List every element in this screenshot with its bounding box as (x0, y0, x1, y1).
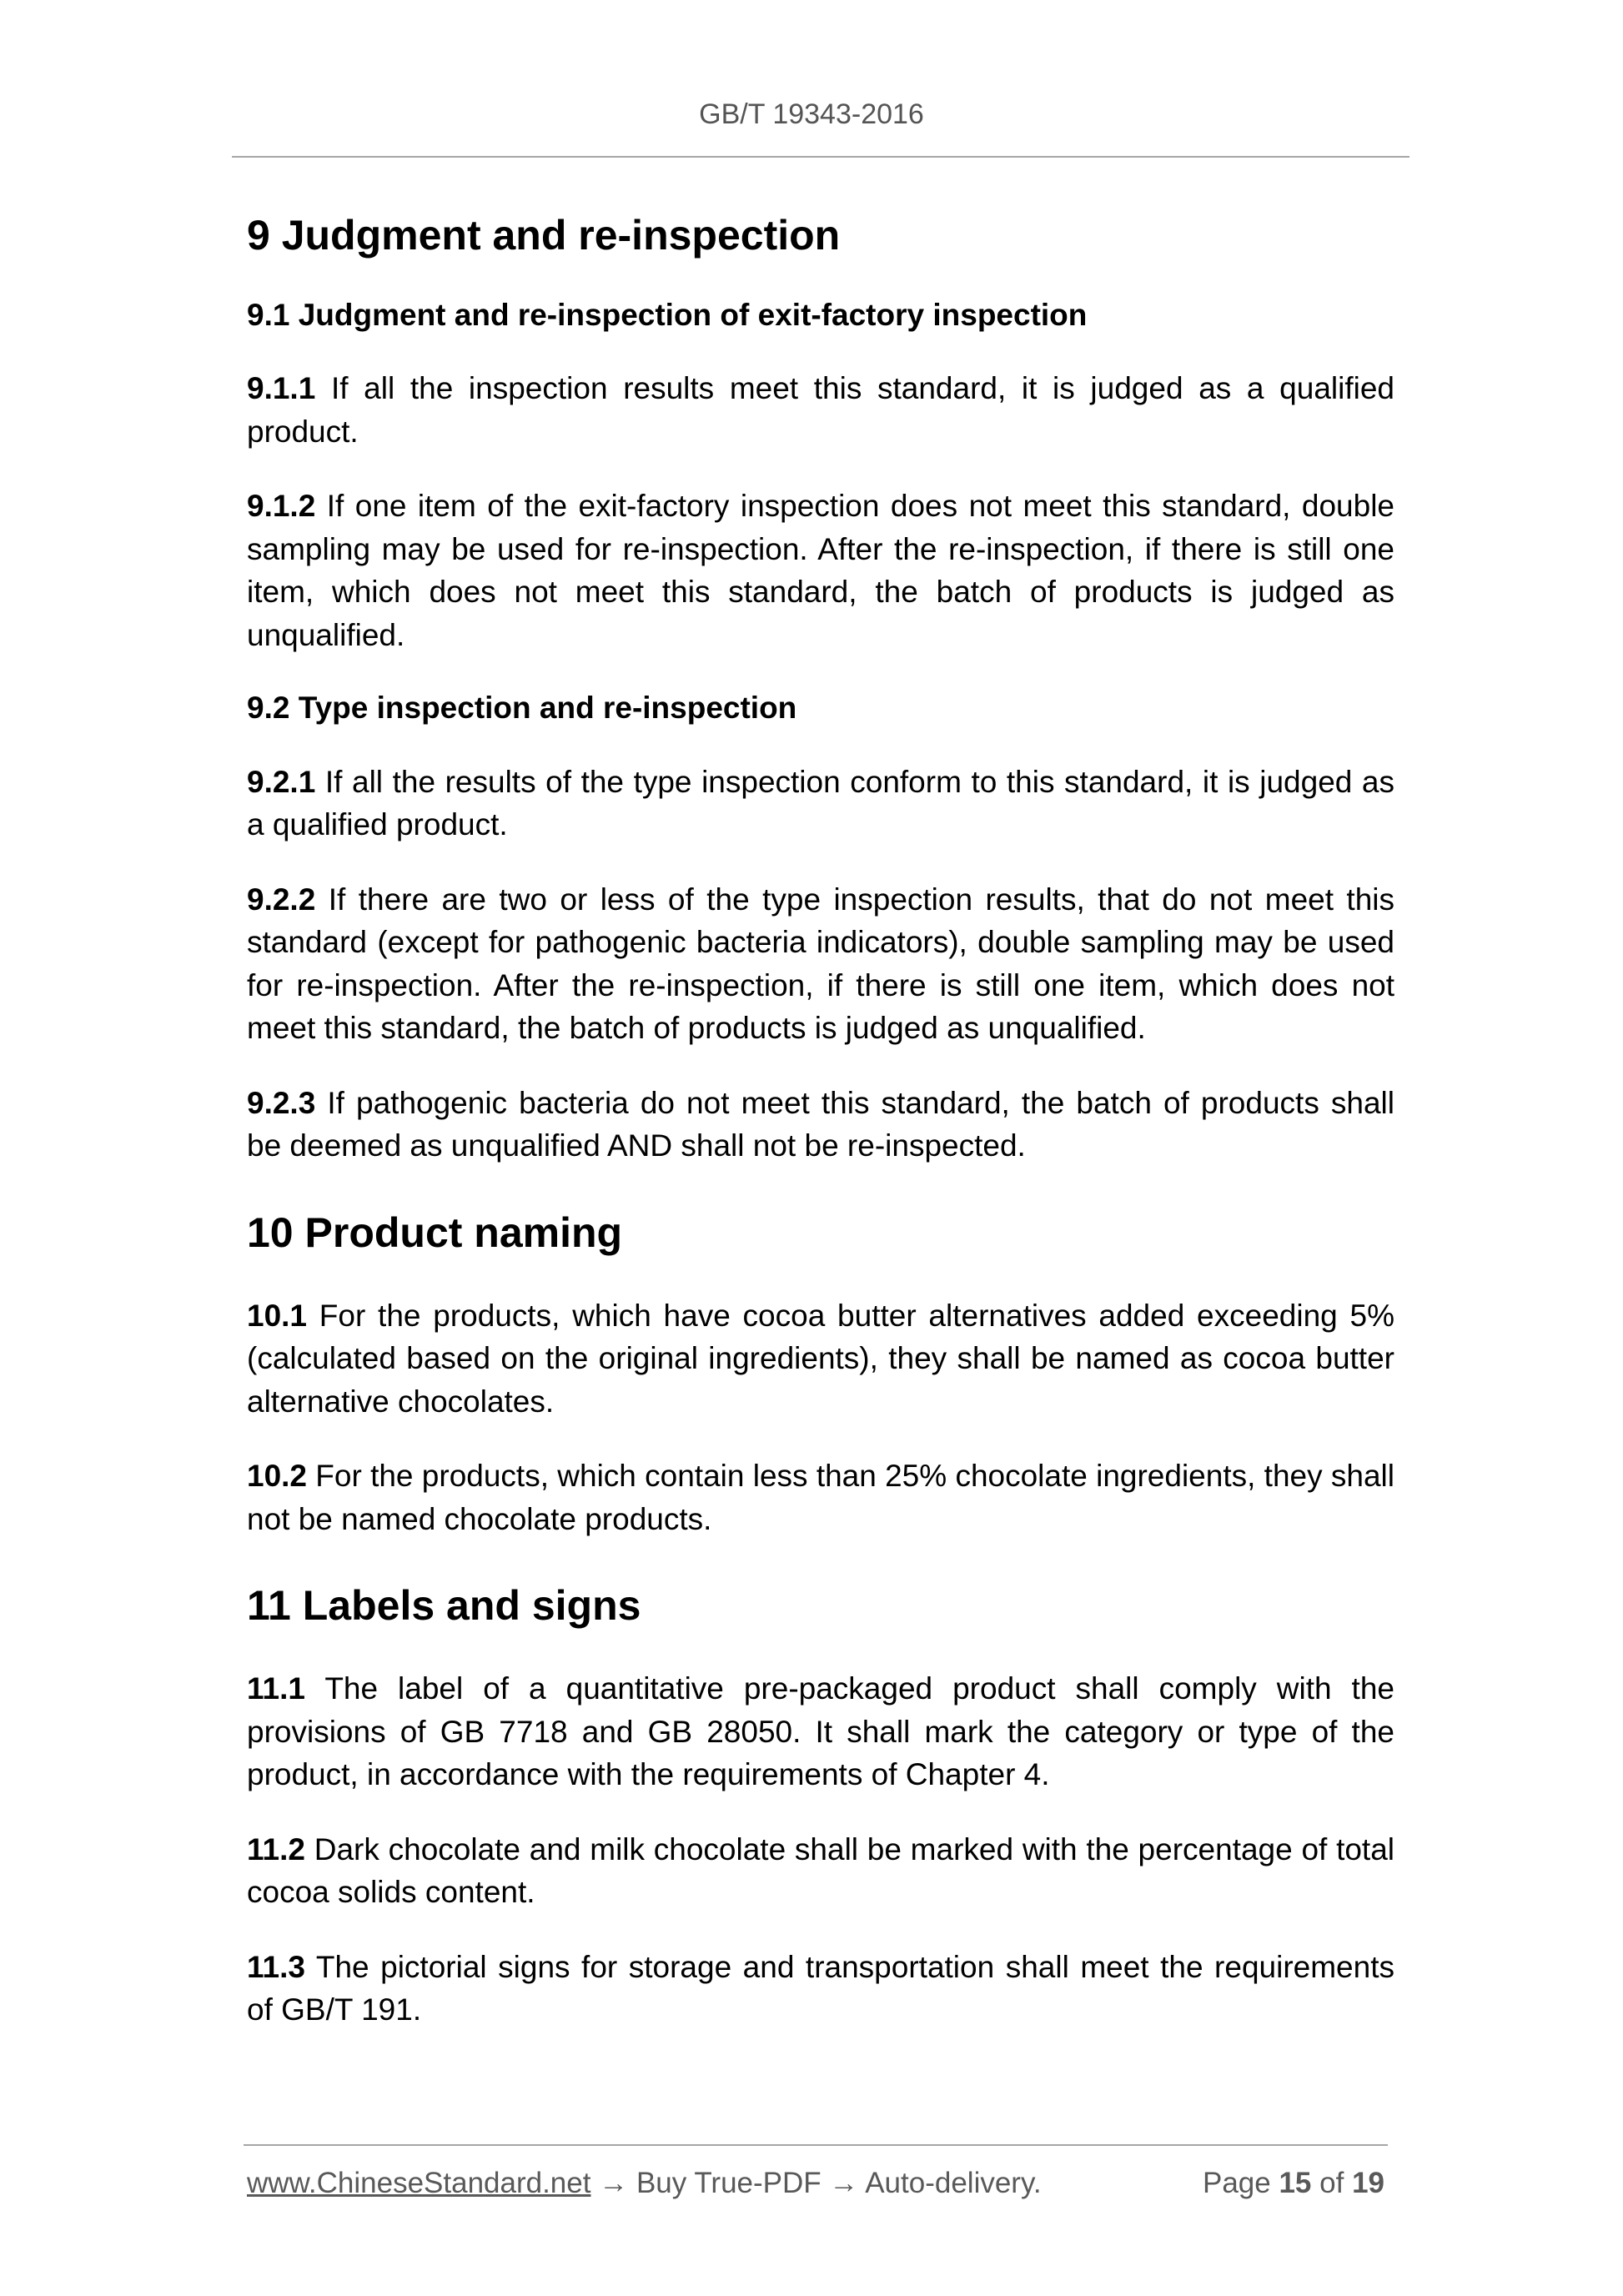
running-header-doc-code: GB/T 19343-2016 (699, 98, 924, 130)
clause-number: 10.2 (247, 1459, 308, 1494)
clause-number: 9.2.3 (247, 1085, 316, 1120)
page-current: 15 (1279, 2167, 1312, 2199)
clause-10-2 (247, 1454, 1394, 1540)
clause-11-2 (247, 1828, 1394, 1914)
page-label: Page (1202, 2167, 1271, 2199)
arrow-right-icon: → (599, 2167, 629, 2199)
clause-text: If all the results of the type inspection conform to this standard, it is judged as a qualified product. (247, 764, 1394, 842)
clause-number: 10.1 (247, 1298, 308, 1333)
clause-number: 9.2.2 (247, 882, 316, 917)
clause-number: 11.3 (247, 1949, 305, 1984)
site-link[interactable]: www.ChineseStandard.net (247, 2167, 591, 2199)
clause-text: For the products, which contain less than 25% chocolate ingredients, they shall not be named chocolate products. (247, 1459, 1394, 1536)
header-divider (232, 156, 1409, 158)
clause-9-2-1 (247, 761, 1394, 847)
clause-11-1 (247, 1667, 1394, 1796)
clause-text: If pathogenic bacteria do not meet this standard, the batch of products shall be deemed as unqualified AND shall not be re-inspected. (247, 1085, 1394, 1163)
clause-text: If all the inspection results meet this standard, it is judged as a qualified product. (247, 371, 1394, 449)
clause-9-1-2 (247, 485, 1394, 656)
clause-number: 11.1 (247, 1671, 305, 1706)
clause-text: The pictorial signs for storage and transportation shall meet the requirements of GB/T 191. (247, 1949, 1394, 2027)
clause-number: 9.2.1 (247, 764, 316, 799)
clause-number: 9.1.2 (247, 489, 316, 524)
clause-number: 9.1.1 (247, 371, 316, 406)
clause-text: If there are two or less of the type inspection results, that do not meet this standard (except for pathogenic bacteria indicators), double sampling may be used for re-inspection. After the re-inspection, if there is still one item, which does not meet this standard, the batch of products is judged as unqualified. (247, 882, 1395, 1046)
buy-text: Buy True-PDF (636, 2167, 822, 2199)
clause-number: 11.2 (247, 1831, 305, 1866)
clause-9-2-2 (247, 878, 1394, 1050)
clause-11-3 (247, 1946, 1394, 2032)
clause-9-1-1 (247, 367, 1394, 453)
clause-text: For the products, which have cocoa butter alternatives added exceeding 5% (calculated based on the original ingredients), they shall be named as cocoa butter alternative chocolates. (247, 1298, 1394, 1419)
clause-9-2-3 (247, 1082, 1394, 1168)
section-10-heading: 10 Product naming (247, 1208, 623, 1256)
section-9-1-heading: 9.1 Judgment and re-inspection of exit-factory inspection (247, 298, 1088, 332)
page-total: 19 (1352, 2167, 1384, 2199)
delivery-text: Auto-delivery. (865, 2167, 1042, 2199)
section-11-heading: 11 Labels and signs (247, 1582, 641, 1630)
clause-10-1 (247, 1294, 1394, 1424)
page-body (247, 200, 1394, 2032)
arrow-right-icon: → (829, 2167, 859, 2199)
section-9-2-heading: 9.2 Type inspection and re-inspection (247, 691, 797, 726)
clause-text: If one item of the exit-factory inspection does not meet this standard, double sampling may be used for re-inspection. After the re-inspection, if there is still one item, which does not meet this standard, the batch of products is judged as unqualified. (247, 489, 1395, 652)
of-label: of (1319, 2167, 1344, 2199)
clause-text: The label of a quantitative pre-packaged product shall comply with the provisions of GB 7718 and GB 28050. It shall mark the category or type of the product, in accordance with the requirements of Chapter 4. (247, 1671, 1394, 1792)
footer-promo (247, 2166, 1042, 2201)
section-9-heading: 9 Judgment and re-inspection (247, 212, 841, 259)
page-indicator (1203, 2166, 1384, 2201)
clause-text: Dark chocolate and milk chocolate shall be marked with the percentage of total cocoa solids content. (247, 1831, 1395, 1910)
footer-divider (244, 2144, 1388, 2146)
